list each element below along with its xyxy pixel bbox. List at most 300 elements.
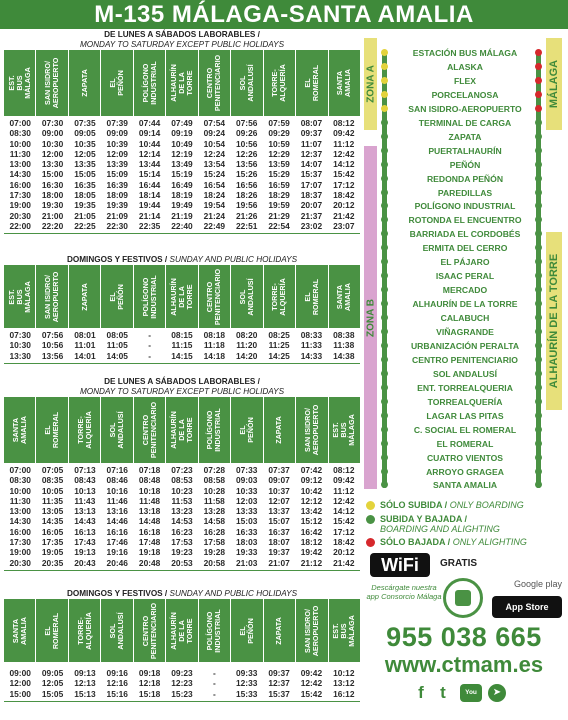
- zone-a-band: [364, 38, 377, 130]
- column-header: [329, 50, 360, 116]
- time-cell: 19:56: [235, 200, 258, 211]
- time-cell: 16:23: [171, 526, 193, 537]
- time-cell: 15:42: [333, 169, 355, 180]
- time-cell: 16:13: [74, 526, 96, 537]
- time-cell: 16:59: [268, 179, 290, 190]
- time-cell: 14:30: [9, 169, 31, 180]
- time-cell: 10:18: [138, 485, 161, 496]
- time-cell: 09:42: [333, 475, 355, 486]
- table-row: [4, 211, 360, 221]
- stop-name: PAREDILLAS: [437, 187, 493, 198]
- time-cell: 11:53: [171, 495, 193, 506]
- table-row: [4, 159, 360, 169]
- time-cell: 10:12: [333, 668, 355, 678]
- section1-title-es: DE LUNES A SÁBADOS LABORABLES /: [104, 30, 260, 39]
- table-row: [4, 169, 360, 179]
- time-cell: 12:42: [333, 495, 355, 506]
- time-cell: 15:16: [106, 688, 128, 699]
- column-header-label: EL ROMERAL: [43, 411, 61, 449]
- time-cell: 09:42: [300, 668, 323, 678]
- stop-name: ROTONDA EL ENCUENTRO: [408, 215, 522, 226]
- stop-name: REDONDA PEÑÓN: [426, 173, 504, 184]
- column-header-label: EL ROMERAL: [43, 612, 61, 649]
- column-header-label: SANTA AMALIA: [335, 69, 353, 97]
- legend-alighting-en: ONLY ALIGHTING: [452, 537, 527, 547]
- column-header-label: SOL ANDALUSÍ: [237, 64, 255, 102]
- time-cell: 10:28: [203, 485, 226, 496]
- column-header: [264, 50, 295, 116]
- yellow-dot-icon: [366, 501, 375, 510]
- column-header: [264, 265, 295, 328]
- stop-dot-icon: [381, 77, 388, 84]
- time-cell: 15:12: [300, 516, 323, 527]
- time-cell: 14:35: [41, 516, 64, 527]
- telegram-icon[interactable]: ➤: [488, 684, 506, 702]
- column-header: [296, 265, 327, 328]
- time-cell: 10:42: [300, 485, 323, 496]
- column-header-label: POLÍGONO INDUSTRIAL: [140, 274, 158, 319]
- column-header-label: TORRE- ALQUERÍA: [270, 277, 288, 316]
- time-cell: 14:43: [74, 516, 96, 527]
- bus-app-icon[interactable]: [443, 578, 483, 618]
- time-cell: 21:42: [333, 210, 355, 221]
- table-row: [4, 475, 360, 485]
- stop-dot-icon: [381, 175, 388, 182]
- time-cell: 09:13: [74, 668, 96, 678]
- stop-name: SOL ANDALUSÍ: [433, 368, 497, 379]
- time-cell: 22:35: [138, 220, 161, 231]
- section2-header-row: [4, 265, 360, 328]
- time-cell: 16:54: [203, 179, 226, 190]
- column-header: [101, 50, 132, 116]
- time-cell: 08:48: [138, 475, 161, 486]
- stop-name: BARRIADA EL CORDOBÉS: [409, 229, 521, 240]
- stop-dot-icon: [381, 147, 388, 154]
- stop-name: MERCADO: [442, 285, 488, 296]
- side-alhaurin-band: [546, 232, 562, 410]
- stop-dot-icon: [381, 63, 388, 70]
- stop-name: POLÍGONO INDUSTRIAL: [414, 201, 516, 212]
- time-cell: 10:16: [106, 485, 128, 496]
- column-header: [101, 599, 132, 662]
- time-cell: 07:30: [41, 118, 64, 128]
- stop-name: URBANIZACIÓN PERALTA: [410, 340, 520, 351]
- section3-title: [4, 377, 360, 396]
- column-header: [231, 265, 262, 328]
- column-header: [166, 265, 197, 328]
- time-cell: 13:30: [41, 159, 64, 170]
- red-dot-icon: [366, 538, 375, 547]
- time-cell: 07:30: [9, 330, 31, 340]
- time-cell: 22:25: [74, 220, 96, 231]
- time-cell: 09:03: [235, 475, 258, 486]
- time-cell: 08:43: [74, 475, 96, 486]
- time-cell: 15:18: [138, 688, 161, 699]
- time-cell: 12:26: [235, 148, 258, 159]
- table-row: [4, 506, 360, 516]
- time-cell: 17:35: [41, 537, 64, 548]
- time-cell: 20:53: [171, 557, 193, 568]
- time-cell: 11:01: [74, 340, 96, 351]
- time-cell: 08:25: [268, 330, 290, 340]
- time-cell: 13:44: [138, 159, 161, 170]
- time-cell: 10:56: [235, 138, 258, 149]
- table-row: [4, 200, 360, 210]
- time-cell: 21:26: [235, 210, 258, 221]
- stop-name: SAN ISIDRO-AEROPUERTO: [408, 103, 522, 114]
- section2-times-grid: [4, 330, 360, 361]
- time-cell: 12:03: [235, 495, 258, 506]
- stop-dot-icon: [381, 161, 388, 168]
- time-cell: 10:30: [9, 340, 31, 351]
- time-cell: 18:37: [300, 190, 323, 201]
- stop-name: ZAPATA: [448, 131, 482, 142]
- side-malaga-band: [546, 38, 562, 130]
- time-cell: 12:37: [300, 148, 323, 159]
- table-row: [4, 330, 360, 340]
- time-cell: 09:14: [138, 128, 161, 139]
- time-cell: 17:30: [9, 537, 31, 548]
- time-cell: 21:14: [138, 210, 161, 221]
- time-cell: 07:56: [41, 330, 64, 340]
- time-cell: 11:07: [300, 138, 322, 149]
- stop-name: TERMINAL DE CARGA: [418, 117, 512, 128]
- download-app-text: Descárgate nuestra app Consorcio Málaga: [366, 583, 442, 601]
- time-cell: 12:42: [300, 678, 323, 689]
- time-cell: 10:49: [171, 138, 193, 149]
- time-cell: 15:09: [106, 169, 128, 180]
- column-header: [134, 599, 165, 662]
- column-header: [231, 50, 262, 116]
- time-cell: 09:00: [9, 668, 31, 678]
- stop-dot-icon: [381, 370, 388, 377]
- section2-title-es: DOMINGOS Y FESTIVOS /: [66, 255, 168, 264]
- column-header: [166, 50, 197, 116]
- time-cell: 11:38: [333, 340, 355, 351]
- stop-dot-icon: [381, 440, 388, 447]
- time-cell: 11:12: [333, 138, 355, 149]
- time-cell: 22:40: [171, 220, 193, 231]
- time-cell: 18:14: [138, 190, 161, 201]
- time-cell: 19:35: [74, 200, 96, 211]
- time-cell: 12:24: [203, 148, 226, 159]
- column-header-label: CENTRO PENITENCIARIO: [205, 268, 223, 325]
- time-cell: 15:24: [203, 169, 226, 180]
- time-cell: 17:07: [300, 179, 323, 190]
- time-cell: 18:07: [268, 537, 290, 548]
- time-cell: 07:00: [9, 465, 31, 475]
- time-cell: 23:02: [300, 220, 323, 231]
- time-cell: 13:30: [9, 350, 31, 361]
- time-cell: 08:07: [300, 118, 323, 128]
- column-header-label: EL PEÑÓN: [108, 283, 126, 310]
- time-cell: 16:12: [333, 688, 355, 699]
- time-cell: 22:20: [41, 220, 64, 231]
- column-header-label: SOL ANDALUSÍ: [108, 611, 126, 650]
- stop-name: ARROYO GRAGEA: [426, 466, 504, 477]
- time-cell: 07:39: [106, 118, 128, 128]
- stop-name: EL PÁJARO: [440, 257, 490, 268]
- time-cell: 14:15: [171, 350, 193, 361]
- time-cell: 08:01: [74, 330, 96, 340]
- time-cell: 07:42: [300, 465, 323, 475]
- time-cell: 18:26: [235, 190, 258, 201]
- legend-alighting-text: SÓLO BAJADA /: [380, 537, 451, 547]
- time-cell: 09:37: [268, 668, 290, 678]
- section1-title-en: MONDAY TO SATURDAY EXCEPT PUBLIC HOLIDAYS: [79, 39, 285, 49]
- column-header: [199, 397, 230, 463]
- column-header: [101, 397, 132, 463]
- time-cell: 09:12: [300, 475, 323, 486]
- time-cell: 08:46: [106, 475, 128, 486]
- time-cell: 16:18: [138, 526, 161, 537]
- website-link[interactable]: www.ctmam.es: [384, 652, 544, 677]
- column-header: [69, 599, 100, 662]
- column-header-label: SANTA AMALIA: [10, 416, 28, 444]
- time-cell: 15:42: [300, 688, 323, 699]
- column-header: [134, 265, 165, 328]
- table-row: [4, 180, 360, 190]
- time-cell: 08:53: [171, 475, 193, 486]
- column-header-label: SAN ISIDRO/ AEROPUERTO: [43, 57, 61, 109]
- time-cell: 16:05: [41, 526, 64, 537]
- stop-name: ERMITA DEL CERRO: [422, 243, 508, 254]
- time-cell: 13:56: [235, 159, 258, 170]
- time-cell: 13:13: [74, 506, 96, 517]
- column-header-label: ZAPATA: [274, 416, 284, 444]
- time-cell: 16:00: [9, 179, 31, 190]
- time-cell: 15:07: [268, 516, 290, 527]
- time-cell: 15:37: [300, 169, 323, 180]
- column-header: [4, 397, 35, 463]
- time-cell: 11:20: [236, 340, 258, 351]
- time-cell: 15:13: [74, 688, 96, 699]
- stop-dot-icon: [381, 384, 388, 391]
- stop-name: ALASKA: [447, 61, 483, 72]
- section1-title: [4, 30, 360, 49]
- legend-boarding-en: ONLY BOARDING: [449, 500, 524, 510]
- stop-dot-icon: [381, 91, 388, 98]
- time-cell: 14:46: [106, 516, 128, 527]
- zone-b-label: ZONA B: [365, 298, 376, 337]
- stop-name: ISAAC PERAL: [435, 271, 495, 282]
- time-cell: 22:51: [235, 220, 258, 231]
- stop-dot-icon: [381, 133, 388, 140]
- time-cell: 15:42: [333, 516, 355, 527]
- time-cell: 10:35: [74, 138, 96, 149]
- zone-a-label: ZONA A: [365, 65, 376, 103]
- section3-header-row: [4, 397, 360, 463]
- time-cell: 12:05: [74, 148, 96, 159]
- time-cell: 09:26: [235, 128, 258, 139]
- stop-name: FLEX: [454, 75, 476, 86]
- stop-dot-icon: [381, 426, 388, 433]
- stop-name: CUATRO VIENTOS: [426, 452, 504, 463]
- time-cell: 18:19: [171, 190, 193, 201]
- time-cell: 08:15: [171, 330, 193, 340]
- time-cell: 07:33: [235, 465, 258, 475]
- time-cell: 15:26: [235, 169, 258, 180]
- table-row: [4, 351, 360, 361]
- time-cell: 09:05: [41, 668, 64, 678]
- time-cell: 22:49: [203, 220, 226, 231]
- time-cell: 14:01: [74, 350, 96, 361]
- time-cell: 07:23: [171, 465, 193, 475]
- google-play-button[interactable]: Google play: [513, 579, 562, 589]
- column-header-label: SAN ISIDRO/ AEROPUERTO: [302, 404, 320, 456]
- time-cell: 14:33: [300, 350, 323, 361]
- column-header: [69, 397, 100, 463]
- stop-dot-icon: [381, 314, 388, 321]
- time-cell: -: [148, 350, 152, 361]
- column-header-label: TORRE- ALQUERÍA: [75, 411, 93, 449]
- time-cell: 18:29: [268, 190, 290, 201]
- time-cell: 15:05: [74, 169, 96, 180]
- time-cell: 19:39: [106, 200, 128, 211]
- facebook-icon[interactable]: f: [418, 683, 424, 702]
- time-cell: 12:00: [41, 148, 64, 159]
- table-row: [4, 516, 360, 526]
- time-cell: 16:28: [203, 526, 226, 537]
- stop-dot-icon: [381, 454, 388, 461]
- twitter-icon[interactable]: t: [440, 683, 446, 702]
- time-cell: 11:58: [203, 495, 225, 506]
- column-header-label: TORRE- ALQUERÍA: [75, 611, 93, 650]
- column-header-label: CENTRO PENITENCIARIO: [140, 401, 158, 459]
- time-cell: 10:00: [9, 485, 31, 496]
- stop-dot-icon: [381, 342, 388, 349]
- section2-title-en: SUNDAY AND PUBLIC HOLIDAYS: [169, 255, 298, 264]
- column-header: [101, 265, 132, 328]
- time-cell: 14:25: [268, 350, 290, 361]
- time-cell: 07:49: [171, 118, 193, 128]
- time-cell: 09:07: [268, 475, 290, 486]
- stop-name: CALABUCH: [440, 313, 490, 324]
- time-cell: 14:12: [333, 159, 355, 170]
- time-cell: 15:03: [235, 516, 258, 527]
- stop-name: LAGAR LAS PITAS: [426, 410, 504, 421]
- time-cell: 19:00: [9, 200, 31, 211]
- time-cell: 16:16: [106, 526, 128, 537]
- time-cell: 08:20: [235, 330, 258, 340]
- table-row: [4, 465, 360, 475]
- time-cell: 15:23: [171, 688, 193, 699]
- time-cell: 14:38: [333, 350, 355, 361]
- column-header-label: SOL ANDALUSÍ: [237, 277, 255, 316]
- column-header: [36, 265, 67, 328]
- time-cell: 17:12: [333, 179, 355, 190]
- column-header-label: POLÍGONO INDUSTRIAL: [205, 608, 223, 653]
- time-cell: 10:39: [106, 138, 128, 149]
- section4-title-es: DOMINGOS Y FESTIVOS /: [66, 589, 168, 598]
- section3-title-es: DE LUNES A SÁBADOS LABORABLES /: [104, 377, 260, 386]
- column-header-label: CENTRO PENITENCIARIO: [205, 54, 223, 112]
- table-row: [4, 340, 360, 350]
- stop-name: ALHAURÍN DE LA TORRE: [412, 299, 518, 310]
- stop-name: CENTRO PENITENCIARIO: [412, 354, 518, 365]
- time-cell: 10:37: [268, 485, 290, 496]
- legend-boarding: [366, 500, 524, 510]
- time-cell: 10:33: [235, 485, 258, 496]
- time-cell: 16:39: [106, 179, 128, 190]
- column-header: [69, 265, 100, 328]
- time-cell: 17:30: [9, 190, 31, 201]
- time-cell: 21:37: [300, 210, 323, 221]
- time-cell: 19:33: [235, 547, 258, 558]
- time-cell: 11:46: [106, 495, 128, 506]
- time-cell: 10:23: [171, 485, 193, 496]
- time-cell: 21:12: [300, 557, 323, 568]
- column-header-label: ALHAURÍN DE LA TORRE: [168, 411, 194, 449]
- column-header-label: POLÍGONO INDUSTRIAL: [205, 408, 223, 452]
- time-cell: 07:44: [138, 118, 161, 128]
- time-cell: 14:58: [203, 516, 226, 527]
- column-header: [134, 50, 165, 116]
- phone-number: 955 038 665: [386, 622, 542, 652]
- column-header-label: ALHAURÍN DE LA TORRE: [168, 64, 194, 102]
- route-line-left: [382, 50, 387, 488]
- time-cell: 08:58: [203, 475, 226, 486]
- time-cell: 10:54: [203, 138, 226, 149]
- stop-dot-icon: [381, 356, 388, 363]
- side-alhaurin-label: ALHAURÍN DE LA TORRE: [548, 253, 560, 389]
- time-cell: 12:07: [268, 495, 290, 506]
- time-cell: 11:30: [9, 495, 31, 506]
- stop-name: ENT. TORREALQUERIA: [417, 382, 513, 393]
- time-cell: 09:24: [203, 128, 226, 139]
- time-cell: 19:54: [203, 200, 226, 211]
- youtube-icon[interactable]: You Tube: [460, 684, 482, 702]
- legend-both-en: BOARDING AND ALIGHTING: [380, 524, 500, 535]
- divider: [4, 363, 360, 364]
- time-cell: 07:28: [203, 465, 226, 475]
- column-header-label: SAN ISIDRO/ AEROPUERTO: [43, 271, 61, 322]
- stop-dot-icon: [381, 105, 388, 112]
- time-cell: 21:07: [268, 557, 290, 568]
- time-cell: 08:30: [9, 475, 31, 486]
- time-cell: 09:19: [171, 128, 193, 139]
- time-cell: 07:00: [9, 118, 31, 128]
- time-cell: -: [212, 678, 216, 689]
- time-cell: 14:20: [235, 350, 258, 361]
- app-store-button[interactable]: App Store: [492, 596, 562, 618]
- time-cell: 18:05: [74, 190, 96, 201]
- time-cell: 11:30: [9, 148, 31, 159]
- column-header-label: ZAPATA: [274, 616, 284, 645]
- time-cell: 09:29: [268, 128, 290, 139]
- time-cell: 17:46: [106, 537, 128, 548]
- time-cell: 19:37: [268, 547, 290, 558]
- stop-name: PORCELANOSA: [431, 89, 499, 100]
- time-cell: 21:24: [203, 210, 226, 221]
- column-header-label: EST. BUS MÁLAGA: [6, 67, 32, 99]
- time-cell: 18:00: [41, 190, 64, 201]
- time-cell: 17:58: [203, 537, 226, 548]
- time-cell: 23:07: [333, 220, 355, 231]
- column-header: [231, 599, 262, 662]
- wifi-badge: WiFi: [370, 553, 430, 577]
- time-cell: 21:19: [171, 210, 193, 221]
- time-cell: 15:00: [9, 688, 31, 699]
- time-cell: 13:23: [171, 506, 193, 517]
- green-dot-icon: [366, 515, 375, 524]
- stop-dot-icon: [381, 189, 388, 196]
- time-cell: 13:00: [9, 159, 31, 170]
- time-cell: 09:18: [138, 668, 161, 678]
- stop-dot-icon: [381, 49, 388, 56]
- time-cell: 12:00: [9, 678, 31, 689]
- column-header: [296, 397, 327, 463]
